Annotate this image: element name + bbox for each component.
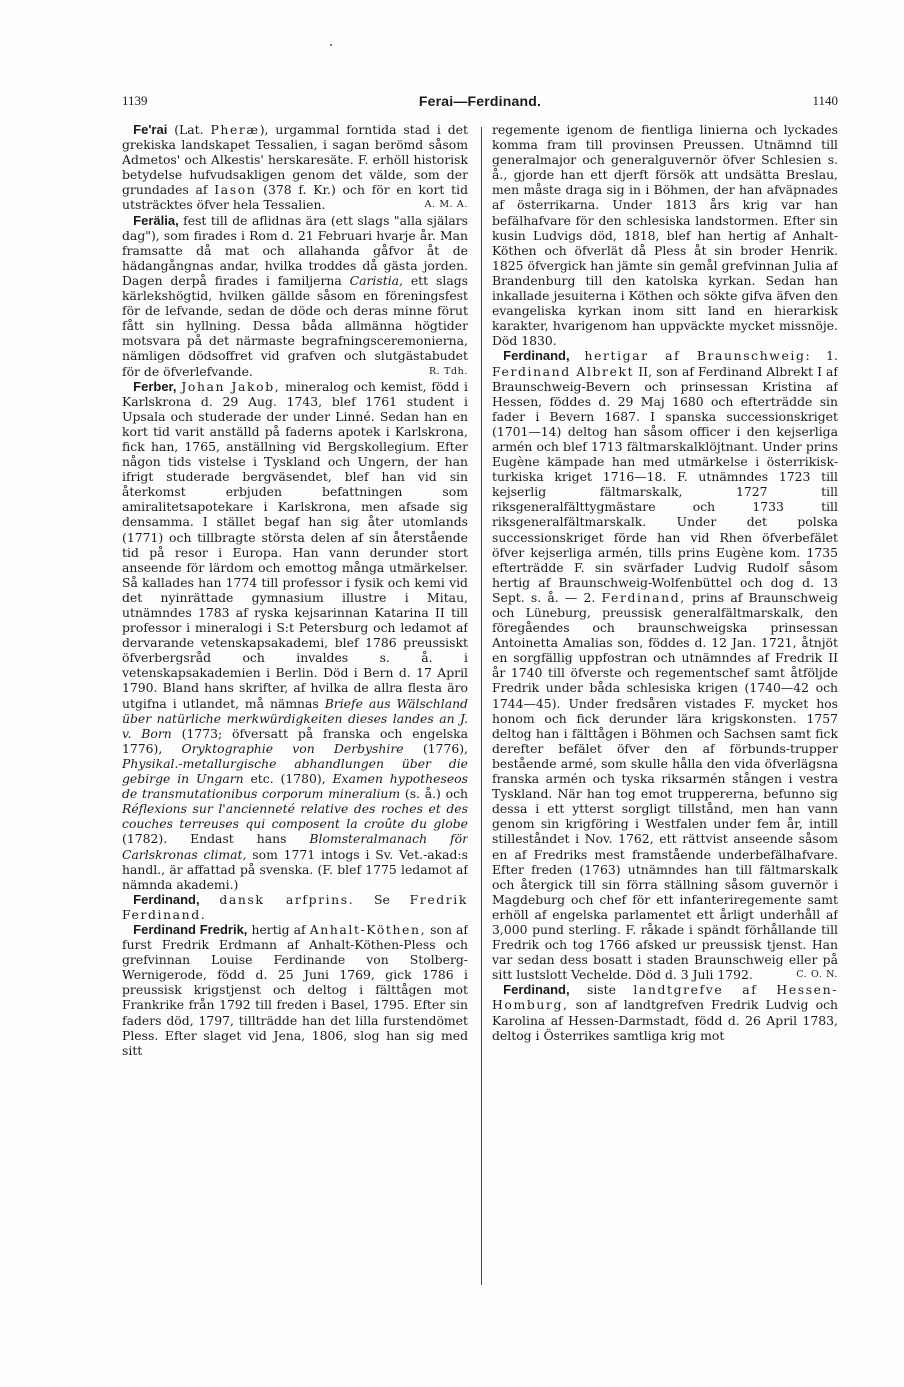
entry-text: Se <box>354 891 410 907</box>
running-title: Ferai—Ferdinand. <box>418 93 542 109</box>
right-column <box>492 122 838 1282</box>
entry-text: hertig af <box>247 921 310 937</box>
entry-text <box>200 892 220 907</box>
spaced-name: landtgrefve af Hessen-Homburg, <box>492 982 838 1013</box>
italic-title: Oryktographie von Derbyshire <box>181 740 404 756</box>
author-signature: A. M. A. <box>424 199 468 211</box>
entry-headword: Ferdinand, <box>503 982 570 998</box>
italic-title: Physikal.-metallurgische abhandlungen über die gebirge in Ungarn <box>122 755 468 787</box>
italic-title: Blomsteralmanach för Carlskronas climat, <box>122 831 468 862</box>
spaced-name: dansk arfprins. <box>219 891 355 907</box>
entry-text: som 1771 intogs i Sv. Vet.-akad:s handl., är affattad på svenska. (F. blef 1775 ledamot af nämnda akademi.) <box>122 846 468 892</box>
italic-title: Examen hypotheseos de transmutationibus corporum mineralium <box>122 771 468 802</box>
left-page-number: 1139 <box>122 93 148 108</box>
column-divider <box>481 127 482 1285</box>
italic-title: Briefe aus Wälschland über natürliche merkwürdigkeiten dieses landes an J. v. Born <box>122 695 468 741</box>
print-speck <box>330 44 332 46</box>
spaced-name: Fredrik Ferdinand. <box>122 891 468 922</box>
entry-text: mineralog och kemist, född i Karlskrona d. 29 Aug. 1743, blef 1761 student i Upsala och studerade der under Linné. Sedan han en kort tid varit anställd på faderns apotek i Karlskrona, fick han, 1765, anställning vid Bergskollegium. Efter någon tids vistelse i Tyskland och Ungern, der han ifrigt studerade bergväsendet, blef han vid sin återkomst erbjuden befattningen som amiralitetsapotekare i Karlskrona, men afsade sig densamma. I stället begaf han sig åter utomlands (1771) och tillbragte största delen af sin återstående tid på resor i Europa. Han vann derunder stort anseende för lärdom och emottog många utmärkelser. Så kallades han 1774 till professor i fysik och kemi vid det nyinrättade gymnasium illustre i Mitau, utnämndes 1783 af ryska kejsarinnan Katarina II till professor i mineralogi i S:t Petersburg och ledamot af dervarande vetenskapsakademi, blef 1786 preussiskt öfverbergsråd och invaldes s. å. i vetenskapsakademien i Berlin. Död i Bern d. 17 April 1790. Bland hans skrifter, af hvilka de allra flesta äro utgifna i utlandet, må nämnas <box>122 378 468 711</box>
spaced-name: Ferdinand Albrekt <box>492 363 635 379</box>
entry-text <box>570 348 585 363</box>
spaced-name: Anhalt-Köthen, <box>309 921 427 937</box>
article-entry <box>122 892 468 922</box>
entry-headword: Ferdinand Fredrik, <box>133 921 248 937</box>
entry-headword: Ferälia, <box>133 212 179 228</box>
author-signature: C. O. N. <box>796 969 838 981</box>
page-header <box>122 93 838 113</box>
entry-text: son af landtgrefven Fredrik Ludvig och Karolina af Hessen-Darmstadt, född d. 26 April 1783, deltog i Österrikes samtliga krig mot <box>492 997 838 1043</box>
spaced-name: Pheræ <box>210 122 260 137</box>
article-entry <box>492 982 838 1042</box>
spaced-name: hertigar af Braunschweig: <box>584 348 812 364</box>
entry-text: II, son af Ferdinand Albrekt I af Braunschweig-Bevern och prinsessan Kristina af Hessen, föddes d. 29 Maj 1680 och efterträdde sin fader i Bevern 1687. I spanska successionskriget (1701—14) deltog han såsom officer i den kejserliga armén och blef 1713 fältmarskalklöjtnant. Under prins Eugène kämpade han med utmärkelse i österrikisk-turkiska kriget 1716—18. F. utnämndes 1723 till kejserlig fältmarskalk, 1727 till riksgeneralfälttygmästare och 1733 till riksgeneralfältmarskalk. Under det polska successionskriget förde han vid Rhen öfverbefälet öfver kejserliga armén, tills prins Eugène kom. 1735 efterträdde F. sin svärfader Ludvig Rudolf såsom hertig af Braunschweig-Wolfenbüttel och dog d. 13 Sept. s. å. — 2. <box>492 363 838 605</box>
entry-text: siste <box>569 982 634 998</box>
entry-headword: Fe'rai <box>133 122 168 137</box>
entry-headword: Ferdinand, <box>503 348 570 364</box>
entry-text: regemente igenom de fientliga linierna och lyckades komma fram till provinsen Preussen. Utnämnd till generalmajor och generalguvernör öfver Schlesien s. å., gjorde han ett djerft försök att undsätta Breslau, men måste draga sig in i Böhmen, der han afväpnades af österrikarna. Under 1813 års krig var han befälhafvare för den schlesiska landstormen. Efter sin kusin Ludvigs död, 1818, blef han hertig af Anhalt-Köthen och öfverlät då Pless åt sin broder Henrik. 1825 öfvergick han jämte sin gemål grefvinnan Julia af Brandenburg till den katolska kyrkan. Sedan han inkallade jesuiterna i Köthen och sökte gifva äfven den evangeliska kyrkan inom sitt land en hierarkisk karakter, hvarigenom han uppväckte mycket missnöje. Död 1830. <box>492 122 838 349</box>
author-signature: R. Tdh. <box>429 365 468 377</box>
left-column <box>122 122 468 1282</box>
article-entry <box>122 922 468 1058</box>
entry-text: (s. å.) och <box>400 786 468 802</box>
italic-title: Réflexions sur l'ancienneté relative des roches et des couches terreuses qui composent la croûte du globe <box>122 801 468 832</box>
spaced-name: Iason <box>214 182 257 198</box>
entry-text: etc. (1780), <box>243 771 333 787</box>
article-entry <box>122 122 468 213</box>
article-entry <box>122 213 468 379</box>
spaced-name: Ferdinand, <box>601 589 686 605</box>
entry-text: (378 f. Kr.) och för en kort tid utsträcktes öfver hela Tessalien. <box>122 182 468 213</box>
entry-text: ), urgammal forntida stad i det grekiska landskapet Tessalien, i sagan berömd såsom Admetos' och Alkestis' herskaresäte. F. erhöll historisk betydelse hufvudsakligen genom det välde, som der grundades af <box>122 122 468 198</box>
entry-text: son af furst Fredrik Erdmann af Anhalt-Köthen-Pless och grefvinnan Louise Ferdinande von Stolberg-Wernigerode, född d. 25 Juni 1769, gick 1786 i preussisk krigstjenst och deltog i fälttågen mot Frankrike från 1792 till freden i Basel, 1795. Efter sin faders död, 1797, tillträdde han det lilla furstendömet Pless. Efter slaget vid Jena, 1806, slog han sig med sitt <box>122 921 468 1058</box>
entry-headword: Ferber, <box>133 378 177 394</box>
entry-text: ett slags kärlekshögtid, hvilken gällde såsom en föreningsfest för de lefvande, sedan de döde och deras minne förut fått sin hyllning. Dessa båda allmänna högtider motsvara på det närmaste begrafningsceremonierna, nämligen dödsoffret vid grafven och slutgästabudet för de öfverlefvande. <box>122 272 468 379</box>
entry-text: (Lat. <box>167 122 211 137</box>
entry-text: (1776), <box>403 740 468 756</box>
entry-text: (1773; öfversatt på franska och engelska 1776), <box>122 725 468 756</box>
italic-title: Caristia, <box>349 272 403 288</box>
entry-text: 1. <box>811 348 838 364</box>
article-entry <box>492 122 838 348</box>
spaced-name: Johan Jakob, <box>181 378 281 394</box>
entry-text: fest till de aflidnas ära (ett slags "alla själars dag"), som firades i Rom d. 21 Februari hvarje år. Man framsatte då mat och allahanda gåfvor åt de hädangångnas andar, hvilka troddes då gästa jorden. Dagen derpå firades i familjerna <box>122 212 468 288</box>
right-page-number: 1140 <box>812 93 838 108</box>
article-entry <box>492 348 838 982</box>
entry-text: prins af Braunschweig och Lüneburg, preussisk generalfältmarskalk, den föregåendes och braunschweigska prinsessan Antoinetta Amalias son, föddes d. 12 Jan. 1721, åtnjöt en sorgfällig uppfostran och utnämndes af Fredrik II år 1740 till öfverste och regementschef samt åtföljde Fredrik under båda schlesiska krigen (1740—42 och 1744—45). Under fredsåren vistades F. mycket hos honom och fick derunder lära krigskonsten. 1757 deltog han i fälttågen i Böhmen och Sachsen samt fick derefter befälet öfver den af förbunds-trupper bestående armé, som skulle hålla den vida öfverlägsna franska armén och tyska riksarmén stången i vestra Tyskland. När han tog emot truppererna, befunno sig dessa i ett ytterst sorgligt tillstånd, men han vann genom sin krigföring i Westfalen under fem år, intill stilleståndet i Nov. 1762, ett rättvist anseende såsom en af Fredriks mest framstående underbefälhafvare. Efter freden (1763) utnämndes han till fältmarskalk och återgick till sin förra ställning såsom guvernör i Magdeburg och chef för ett infanteriregemente samt erhöll af engelska parlamentet ett årligt underhåll af 3,000 pund sterling. F. råkade i spändt förhållande till Fredrik och tog 1766 afsked ur preussisk tjenst. Han var sedan dess bosatt i staden Braunschweig eller på sitt lustslott Vechelde. Död d. 3 Juli 1792. <box>492 589 838 983</box>
article-entry <box>122 379 468 892</box>
entry-headword: Ferdinand, <box>133 891 200 907</box>
entry-text: (1782). Endast hans <box>122 831 310 847</box>
